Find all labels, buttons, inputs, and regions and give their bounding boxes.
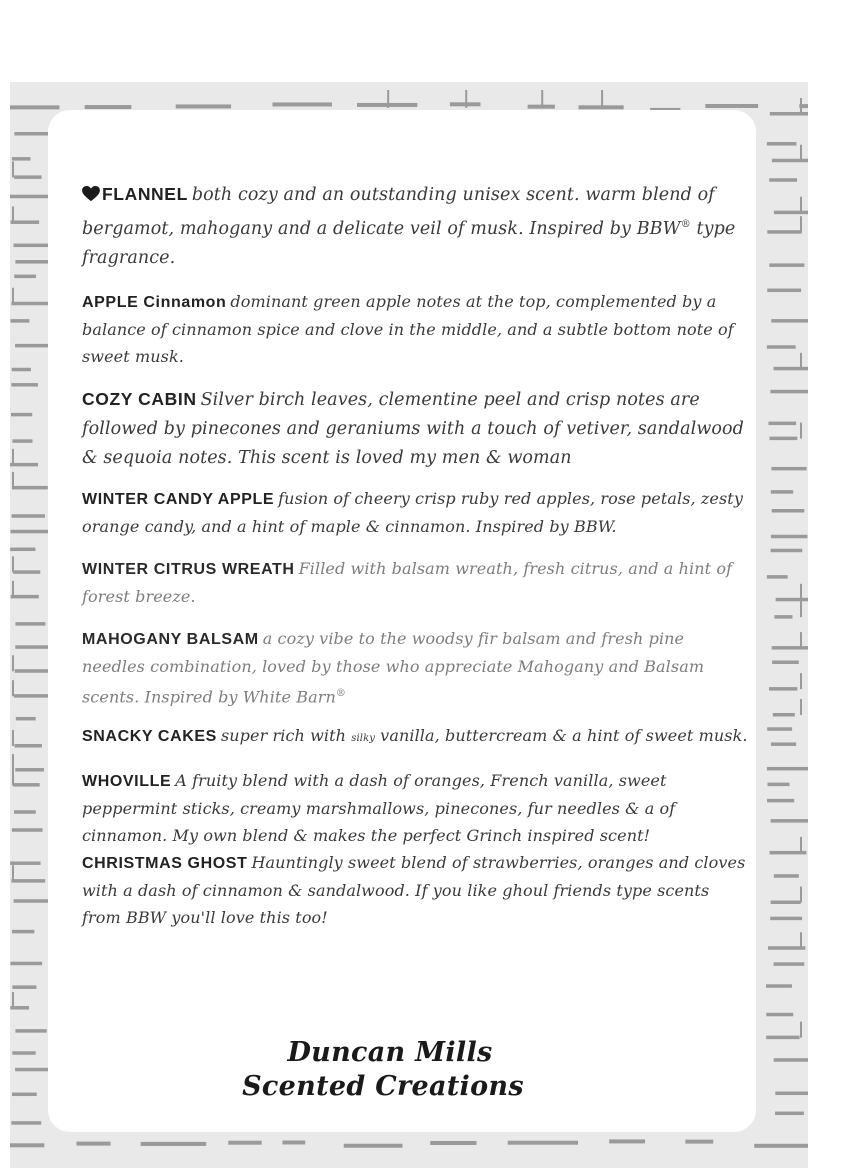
pattern-dash (767, 289, 801, 293)
pattern-dash (344, 1144, 403, 1148)
pattern-dash (12, 514, 45, 518)
pattern-dash (508, 1141, 578, 1145)
pattern-dash (12, 161, 14, 177)
scent-entry-winter-citrus-wreath (82, 555, 752, 610)
brand-signature (240, 1036, 540, 1104)
pattern-dash (12, 930, 34, 934)
pattern-dash (10, 319, 29, 323)
pattern-dash (767, 345, 796, 349)
pattern-dash (685, 1140, 713, 1144)
scent-description-end: vanilla, buttercream & a hint of sweet musk. (375, 726, 748, 746)
pattern-dash (800, 601, 802, 617)
pattern-dash (12, 730, 14, 746)
pattern-dash (800, 423, 802, 439)
pattern-dash (754, 1144, 808, 1148)
pattern-dash (12, 486, 48, 490)
pattern-dash (10, 105, 59, 109)
scent-name: WINTER CITRUS WREATH (82, 560, 295, 578)
pattern-dash (430, 1141, 476, 1145)
pattern-dash (771, 549, 803, 553)
scent-entry-cozy-cabin (82, 385, 752, 473)
pattern-dash (12, 754, 14, 770)
pattern-dash (12, 769, 14, 785)
scent-description: Silver birch leaves, clementine peel and crisp notes are followed by pinecones and geraniums with a touch of vetiver, sandalwood & sequoia notes. This scent is loved my men & woman (82, 389, 744, 468)
scent-list (82, 180, 752, 931)
scent-entry-flannel (82, 180, 752, 273)
pattern-dash (771, 819, 808, 823)
scent-description: a cozy vibe to the woodsy fir balsam and fresh pine needles combination, loved by those who appreciate Mahogany and Balsam scents. Inspired by White Barn (82, 628, 705, 707)
scent-description: fusion of cheery crisp ruby red apples, rose petals, zesty orange candy, and a hint of maple & cinnamon. Inspired by BBW. (82, 488, 743, 536)
pattern-dash (774, 367, 808, 371)
brand-name-line-2: Scented Creations (242, 1071, 524, 1102)
pattern-dash (800, 1022, 802, 1038)
heart-icon (82, 186, 100, 202)
pattern-dash (800, 932, 802, 948)
pattern-dash (767, 767, 808, 771)
pattern-dash (774, 1058, 808, 1062)
pattern-dash (11, 962, 43, 966)
pattern-dash (541, 90, 543, 108)
scent-name: COZY CABIN (82, 388, 197, 409)
pattern-dash (15, 1029, 46, 1033)
pattern-dash (12, 288, 14, 304)
pattern-dash (12, 1093, 37, 1097)
pattern-dash (14, 175, 41, 179)
pattern-dash (771, 742, 796, 746)
pattern-dash (767, 575, 788, 579)
pattern-dash (12, 472, 14, 488)
pattern-dash (766, 1013, 793, 1017)
pattern-dash (12, 581, 14, 597)
pattern-dash (11, 1121, 41, 1125)
scent-entry-apple-cinnamon (82, 288, 752, 370)
pattern-dash (772, 509, 805, 512)
pattern-dash (769, 178, 797, 182)
pattern-dash (273, 102, 332, 106)
pattern-dash (705, 104, 758, 108)
pattern-dash (771, 901, 801, 905)
pattern-dash (767, 230, 801, 234)
pattern-dash (176, 104, 231, 108)
scent-name: WHOVILLE (82, 773, 172, 791)
pattern-dash (774, 615, 792, 619)
pattern-dash (11, 413, 32, 417)
pattern-dash (12, 556, 14, 572)
pattern-dash (609, 1139, 645, 1143)
pattern-dash (12, 828, 43, 832)
pattern-dash (85, 105, 132, 109)
pattern-dash (15, 260, 52, 264)
scent-name: CHRISTMAS GHOST (82, 855, 248, 873)
scent-description: dominant green apple notes at the top, complemented by a balance of cinnamon spice and clove in the middle, and a subtle bottom note of sweet musk. (82, 291, 734, 366)
scent-description: super rich with (220, 726, 352, 746)
brand-name-line-1: Duncan Mills (287, 1037, 493, 1068)
registered-mark: ® (680, 219, 691, 230)
pattern-dash (12, 449, 14, 465)
pattern-dash (774, 874, 799, 878)
pattern-dash (770, 112, 808, 116)
pattern-dash (800, 673, 802, 689)
pattern-dash (16, 717, 36, 721)
scent-name: FLANNEL (102, 184, 188, 204)
pattern-dash (800, 837, 802, 853)
pattern-dash (14, 244, 53, 248)
pattern-dash (12, 368, 31, 372)
pattern-dash (10, 1143, 44, 1147)
pattern-dash (771, 490, 793, 494)
pattern-dash (465, 90, 467, 108)
pattern-dash (10, 195, 51, 199)
pattern-dash (12, 1051, 35, 1055)
pattern-dash (15, 622, 45, 626)
pattern-dash (141, 1142, 207, 1146)
pattern-dash (767, 783, 789, 787)
pattern-dash (774, 211, 808, 215)
pattern-dash (769, 437, 797, 441)
pattern-dash (15, 1068, 50, 1072)
pattern-dash (774, 962, 805, 966)
pattern-dash (282, 1140, 305, 1144)
scent-description: A fruity blend with a dash of oranges, French vanilla, sweet peppermint sticks, creamy marshmallows, pinecones, fur needles & a of cinnamon. My own blend & makes the perfect Grinch inspired scent! (82, 771, 676, 846)
pattern-dash (767, 142, 797, 146)
scent-entry-whoville (82, 767, 752, 849)
scent-description: Hauntingly sweet blend of strawberries, oranges and cloves with a dash of cinnamon & sandalwood. If you like ghoul friends type scents from BBW you'll love this too! (82, 853, 746, 928)
pattern-dash (10, 548, 35, 552)
pattern-dash (770, 917, 802, 921)
pattern-dash (776, 598, 808, 602)
pattern-dash (11, 302, 50, 306)
pattern-dash (800, 353, 802, 369)
scent-name: APPLE Cinnamon (82, 293, 227, 311)
pattern-dash (800, 887, 802, 903)
pattern-dash (15, 768, 44, 772)
pattern-dash (10, 463, 38, 467)
pattern-dash (773, 713, 795, 717)
pattern-dash (11, 383, 38, 387)
pattern-dash (12, 865, 14, 881)
pattern-dash (766, 984, 792, 988)
pattern-dash (767, 727, 792, 731)
pattern-dash (767, 799, 794, 803)
pattern-dash (769, 687, 797, 691)
pattern-dash (800, 632, 802, 648)
scent-description-end: type fragrance. (82, 218, 736, 268)
scent-entry-mahogany-balsam (82, 625, 752, 710)
scent-entry-snacky-cakes (82, 722, 752, 752)
pattern-dash (800, 699, 802, 715)
pattern-dash (13, 570, 40, 574)
pattern-dash (770, 390, 808, 394)
scent-entry-winter-candy-apple (82, 485, 752, 540)
registered-mark: ® (335, 687, 346, 699)
pattern-dash (15, 744, 42, 748)
pattern-dash (76, 1142, 110, 1146)
pattern-dash (387, 90, 389, 108)
pattern-dash (800, 145, 802, 161)
scent-description: Filled with balsam wreath, fresh citrus, and a hint of forest breeze. (82, 558, 733, 606)
pattern-dash (772, 660, 799, 664)
pattern-dash (228, 1141, 261, 1145)
pattern-dash (768, 946, 805, 950)
pattern-dash (11, 220, 40, 224)
pattern-dash (12, 655, 14, 671)
pattern-dash (772, 159, 808, 163)
pattern-dash (12, 157, 31, 161)
scent-name: WINTER CANDY APPLE (82, 490, 275, 508)
pattern-dash (12, 985, 36, 989)
pattern-dash (775, 1112, 804, 1116)
pattern-dash (14, 275, 36, 279)
pattern-dash (800, 197, 802, 213)
scent-name: MAHOGANY BALSAM (82, 630, 259, 648)
pattern-dash (771, 535, 808, 539)
pattern-dash (12, 680, 14, 696)
pattern-dash (10, 530, 49, 534)
pattern-dash (771, 467, 806, 471)
scent-description: both cozy and an outstanding unisex scent. warm blend of bergamot, mahogany and a delicate veil of musk. Inspired by BBW (82, 185, 715, 239)
pattern-dash (11, 879, 45, 883)
pattern-dash (12, 206, 14, 222)
pattern-dash (12, 992, 14, 1008)
pattern-dash (10, 861, 40, 865)
pattern-dash (768, 422, 796, 426)
pattern-dash (775, 1092, 808, 1096)
pattern-dash (771, 319, 808, 323)
pattern-dash (766, 1036, 799, 1040)
pattern-dash (12, 439, 32, 443)
pattern-dash (15, 669, 50, 673)
scent-entry-christmas-ghost (82, 849, 752, 931)
pattern-dash (772, 646, 808, 650)
scent-name: SNACKY CAKES (82, 728, 217, 746)
pattern-dash (14, 810, 36, 814)
pattern-dash (769, 263, 804, 267)
scent-description-small-word: silky (351, 733, 375, 745)
pattern-dash (11, 595, 39, 599)
pattern-dash (13, 783, 40, 787)
pattern-dash (601, 90, 603, 108)
pattern-dash (800, 584, 802, 600)
pattern-dash (800, 216, 802, 232)
pattern-dash (800, 98, 802, 114)
